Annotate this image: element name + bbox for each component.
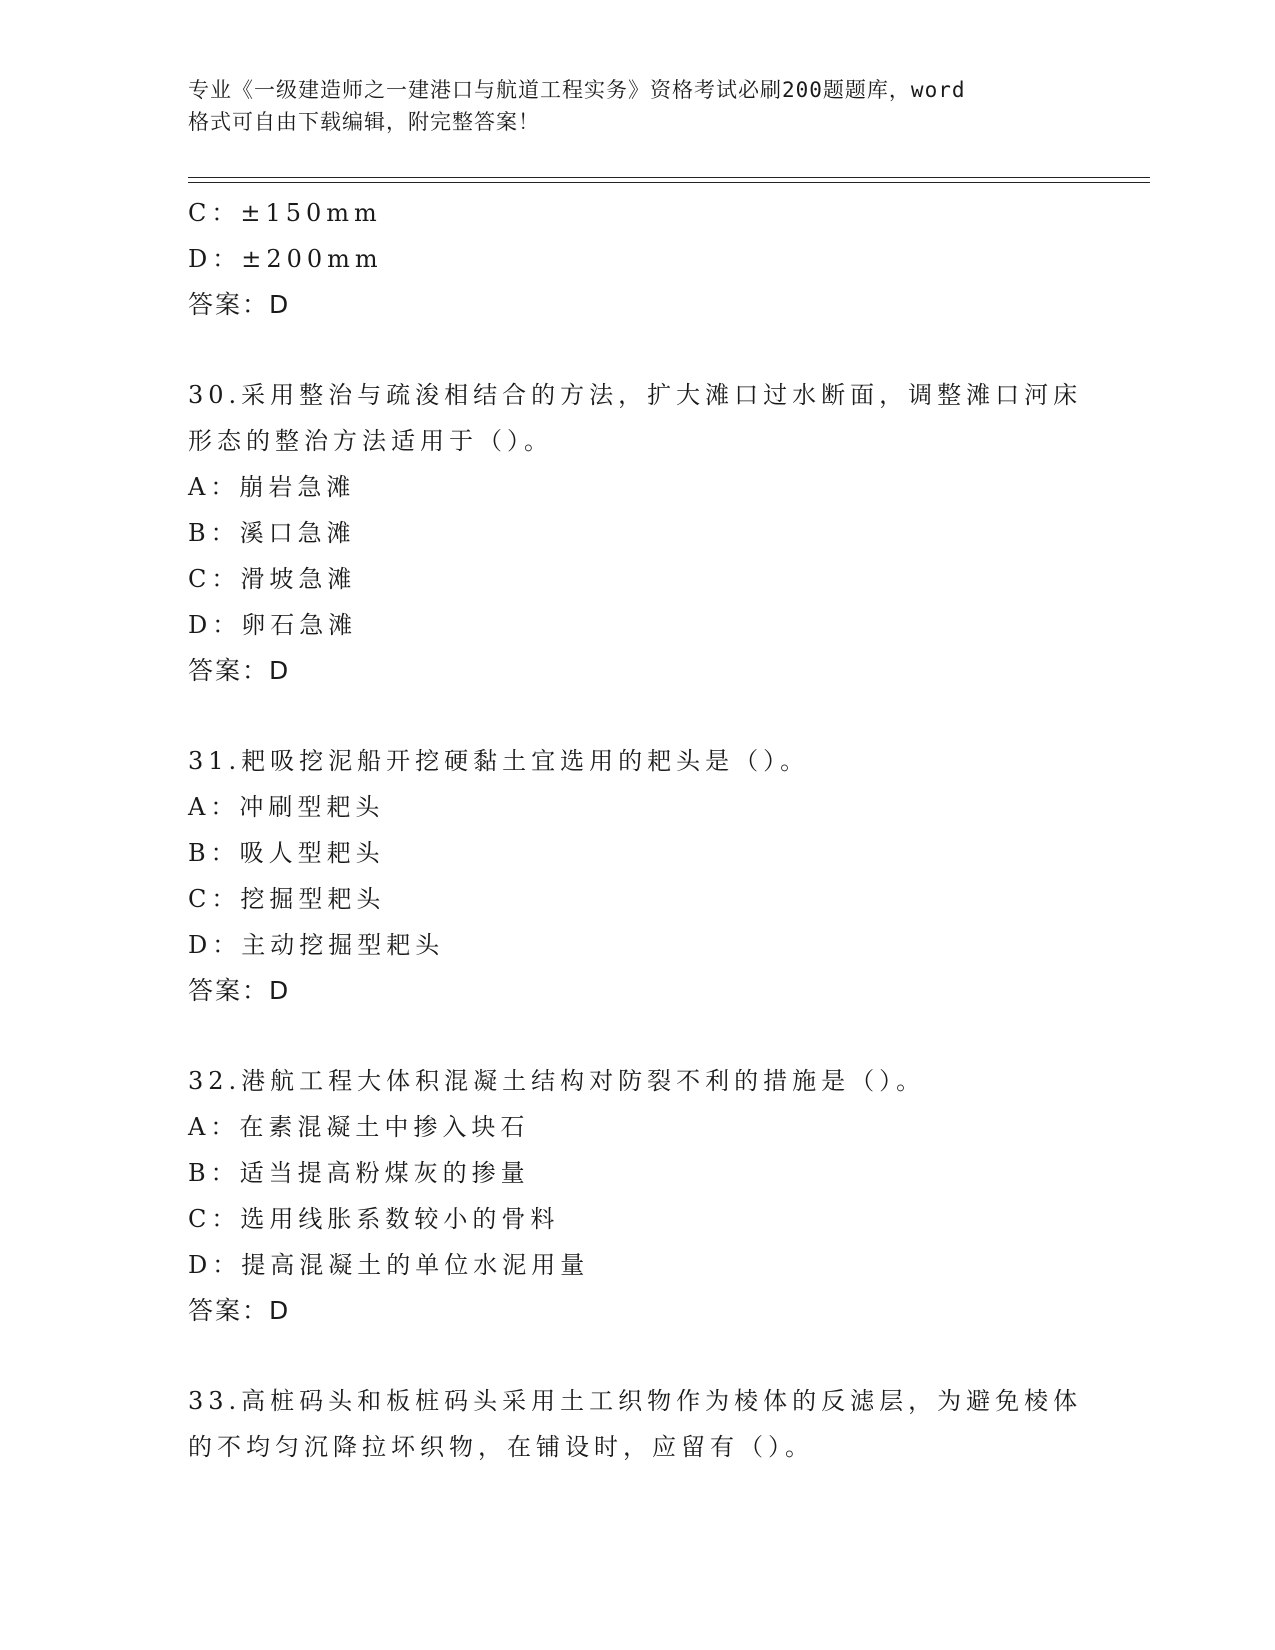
question-30 — [188, 372, 1088, 694]
answer-line: 答案：D — [188, 1296, 291, 1325]
option-b: B：溪口急滩 — [188, 519, 356, 547]
answer-line: 答案：D — [188, 290, 291, 319]
header-divider-bottom — [188, 182, 1150, 183]
question-text-line: 的不均匀沉降拉坏织物，在铺设时，应留有（）。 — [188, 1433, 814, 1461]
question-31 — [188, 738, 1088, 1014]
header-line-2: 格式可自由下载编辑，附完整答案！ — [188, 110, 540, 134]
option-d: D：提高混凝土的单位水泥用量 — [188, 1251, 590, 1279]
option-a: A：在素混凝土中掺入块石 — [188, 1113, 530, 1141]
question-text-line: 形态的整治方法适用于（）。 — [188, 427, 553, 455]
question-33 — [188, 1378, 1088, 1470]
question-text-line: 31.耙吸挖泥船开挖硬黏土宜选用的耙头是（）。 — [188, 747, 810, 775]
header-line-1: 专业《一级建造师之一建港口与航道工程实务》资格考试必刷200题题库，word — [188, 78, 966, 102]
option-a: A：冲刷型耙头 — [188, 793, 385, 821]
question-content — [188, 190, 1088, 1470]
option-d: D：卵石急滩 — [188, 611, 358, 639]
question-text-line: 30.采用整治与疏浚相结合的方法，扩大滩口过水断面，调整滩口河床 — [188, 381, 1083, 409]
question-32 — [188, 1058, 1088, 1334]
option-b: B：吸人型耙头 — [188, 839, 385, 867]
option-c: C：±150mm — [188, 199, 382, 227]
header-divider-top — [188, 177, 1150, 178]
option-a: A：崩岩急滩 — [188, 473, 356, 501]
option-d: D：±200mm — [188, 245, 383, 273]
option-b: B：适当提高粉煤灰的掺量 — [188, 1159, 530, 1187]
document-header — [188, 74, 1068, 138]
option-c: C：选用线胀系数较小的骨料 — [188, 1205, 560, 1233]
answer-line: 答案：D — [188, 976, 291, 1005]
question-text-line: 32.港航工程大体积混凝土结构对防裂不利的措施是（）。 — [188, 1067, 926, 1095]
option-c: C：挖掘型耙头 — [188, 885, 386, 913]
prev-question-block — [188, 190, 1088, 328]
option-c: C：滑坡急滩 — [188, 565, 357, 593]
question-text-line: 33.高桩码头和板桩码头采用土工织物作为棱体的反滤层，为避免棱体 — [188, 1387, 1083, 1415]
answer-line: 答案：D — [188, 656, 291, 685]
option-d: D：主动挖掘型耙头 — [188, 931, 445, 959]
